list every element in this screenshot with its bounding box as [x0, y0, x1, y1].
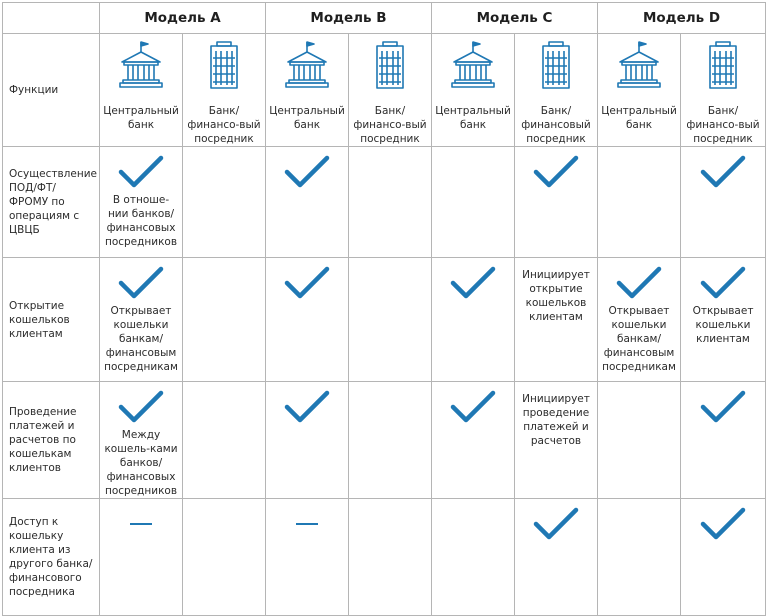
checkmark-icon: [266, 382, 348, 426]
central-bank-building-icon: [100, 34, 182, 102]
matrix-cell: [515, 382, 598, 499]
matrix-cell: [183, 258, 266, 382]
central-bank-label: Центральный банк: [435, 105, 511, 131]
matrix-cell: [349, 499, 432, 616]
model-b-bank-cell: [349, 34, 432, 147]
cell-note: Инициирует проведение платежей и расчетов: [522, 393, 590, 447]
header-row: [3, 3, 766, 34]
function-row: [3, 499, 766, 616]
dash-icon: [100, 499, 182, 533]
model-c-bank-cell: [515, 34, 598, 147]
cell-note: Открывает кошельки банкам/ финансовым посредникам: [104, 305, 178, 373]
dash-icon: [266, 499, 348, 533]
cell-note: Инициирует открытие кошельков клиентам: [522, 269, 590, 323]
cell-note: В отноше-нии банков/ финансовых посредников: [104, 194, 178, 248]
central-bank-building-icon: [432, 34, 514, 102]
central-bank-label: Центральный банк: [601, 105, 677, 131]
matrix-cell: [349, 382, 432, 499]
central-bank-building-icon: [598, 34, 680, 102]
model-b-central-bank-cell: [266, 34, 349, 147]
corner-cell: [3, 3, 100, 34]
checkmark-icon: [100, 258, 182, 302]
matrix-cell: [598, 258, 681, 382]
matrix-cell: [100, 382, 183, 499]
matrix-cell: [432, 499, 515, 616]
checkmark-icon: [598, 258, 680, 302]
matrix-cell: [681, 258, 766, 382]
checkmark-icon: [432, 258, 514, 302]
checkmark-icon: [681, 147, 765, 191]
matrix-cell: [183, 382, 266, 499]
checkmark-icon: [681, 258, 765, 302]
matrix-cell: [266, 258, 349, 382]
matrix-cell: [598, 382, 681, 499]
model-d-header: Модель D: [598, 3, 766, 34]
function-label: Доступ к кошельку клиента из другого банка/ финансового посредника: [3, 499, 100, 616]
bank-office-building-icon: [681, 34, 765, 102]
matrix-cell: [681, 147, 766, 258]
matrix-cell: [266, 499, 349, 616]
matrix-cell: [681, 499, 766, 616]
bank-office-building-icon: [183, 34, 265, 102]
model-a-header: Модель А: [100, 3, 266, 34]
bank-label: Банк/финансовый посредник: [521, 105, 591, 145]
function-label: Осуществление ПОД/ФТ/ФРОМУ по операциям с ЦВЦБ: [3, 147, 100, 258]
matrix-cell: [515, 258, 598, 382]
checkmark-icon: [266, 147, 348, 191]
matrix-cell: [100, 147, 183, 258]
checkmark-icon: [266, 258, 348, 302]
matrix-cell: [100, 499, 183, 616]
central-bank-label: Центральный банк: [103, 105, 179, 131]
bank-label: Банк/финансо-вый посредник: [187, 105, 261, 145]
matrix-cell: [349, 147, 432, 258]
models-comparison-table: [2, 2, 766, 616]
function-row: [3, 382, 766, 499]
matrix-cell: [349, 258, 432, 382]
model-a-central-bank-cell: [100, 34, 183, 147]
matrix-cell: [598, 147, 681, 258]
model-d-bank-cell: [681, 34, 766, 147]
functions-label: Функции: [3, 34, 100, 147]
cell-note: Между кошель-ками банков/ финансовых посредников: [104, 429, 178, 497]
bank-label: Банк/финансо-вый посредник: [353, 105, 427, 145]
matrix-cell: [266, 382, 349, 499]
matrix-cell: [432, 382, 515, 499]
checkmark-icon: [432, 382, 514, 426]
icons-row: [3, 34, 766, 147]
central-bank-building-icon: [266, 34, 348, 102]
matrix-cell: [266, 147, 349, 258]
checkmark-icon: [681, 499, 765, 543]
cell-note: Открывает кошельки банкам/ финансовым посредникам: [602, 305, 676, 373]
bank-label: Банк/финансо-вый посредник: [686, 105, 760, 145]
matrix-cell: [515, 499, 598, 616]
model-d-central-bank-cell: [598, 34, 681, 147]
function-row: [3, 258, 766, 382]
function-row: [3, 147, 766, 258]
checkmark-icon: [515, 499, 597, 543]
model-c-header: Модель С: [432, 3, 598, 34]
model-c-central-bank-cell: [432, 34, 515, 147]
matrix-cell: [100, 258, 183, 382]
checkmark-icon: [100, 382, 182, 426]
matrix-cell: [598, 499, 681, 616]
checkmark-icon: [681, 382, 765, 426]
matrix-cell: [432, 147, 515, 258]
function-label: Проведение платежей и расчетов по кошелькам клиентов: [3, 382, 100, 499]
checkmark-icon: [100, 147, 182, 191]
matrix-cell: [515, 147, 598, 258]
bank-office-building-icon: [349, 34, 431, 102]
cell-note: Открывает кошельки клиентам: [692, 305, 754, 345]
matrix-cell: [681, 382, 766, 499]
model-a-bank-cell: [183, 34, 266, 147]
matrix-cell: [183, 147, 266, 258]
bank-office-building-icon: [515, 34, 597, 102]
model-b-header: Модель В: [266, 3, 432, 34]
checkmark-icon: [515, 147, 597, 191]
matrix-cell: [432, 258, 515, 382]
central-bank-label: Центральный банк: [269, 105, 345, 131]
function-label: Открытие кошельков клиентам: [3, 258, 100, 382]
matrix-cell: [183, 499, 266, 616]
